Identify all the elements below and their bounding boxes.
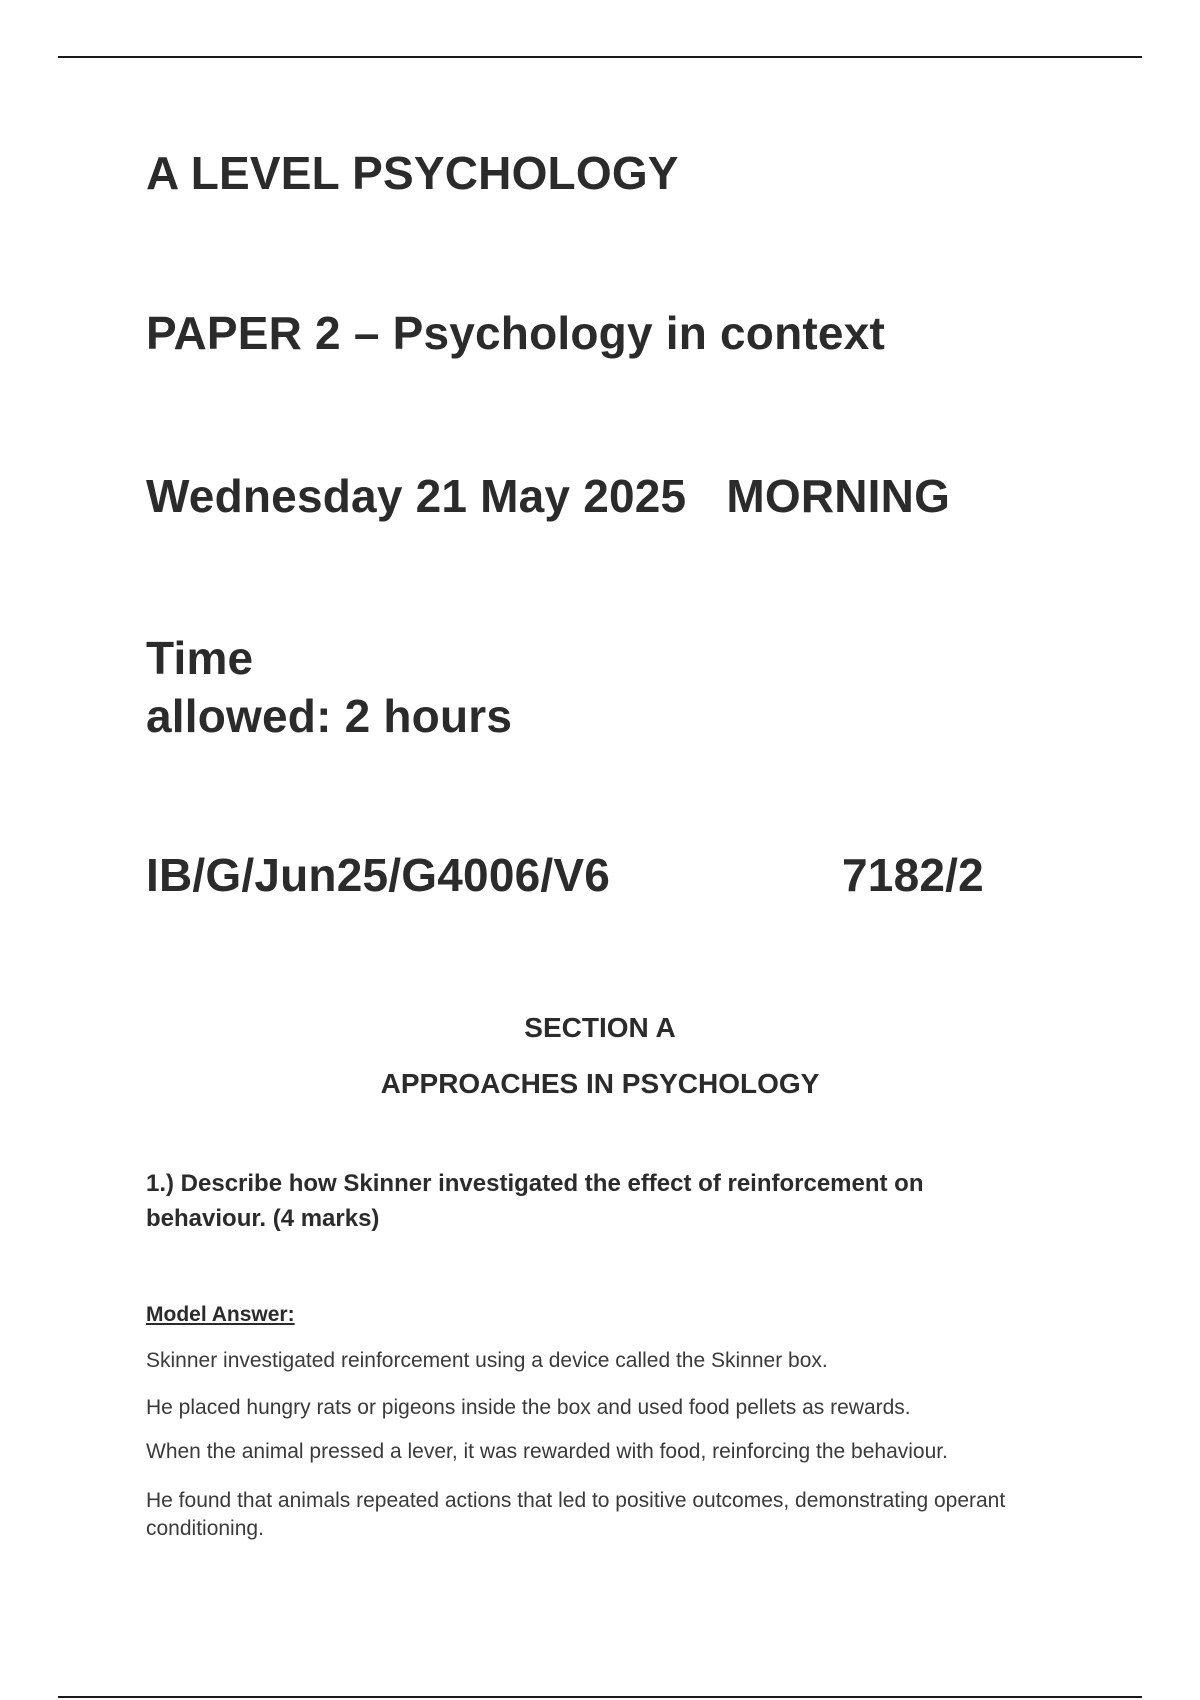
question-text: 1.) Describe how Skinner investigated the effect of reinforcement on behaviour. (4 marks) xyxy=(146,1170,924,1232)
answer-line: When the animal pressed a lever, it was rewarded with food, reinforcing the behaviour. xyxy=(146,1440,948,1463)
exam-session: MORNING xyxy=(726,470,951,522)
time-label: Time xyxy=(146,632,254,684)
paper-number: 7182/2 xyxy=(842,849,984,901)
time-allowed xyxy=(146,629,512,745)
answer-line: He placed hungry rats or pigeons inside the box and used food pellets as rewards. xyxy=(146,1396,911,1419)
section-label: SECTION A xyxy=(524,1012,676,1043)
model-answer-label: Model Answer: xyxy=(146,1303,295,1326)
top-rule xyxy=(58,56,1142,58)
section-title: APPROACHES IN PSYCHOLOGY xyxy=(380,1068,820,1099)
time-value: allowed: 2 hours xyxy=(146,690,513,742)
paper-codes xyxy=(146,846,984,904)
paper-title: PAPER 2 – Psychology in context xyxy=(146,307,885,359)
bottom-rule xyxy=(58,1696,1142,1698)
answer-line: He found that animals repeated actions that led to positive outcomes, demonstrating operant conditioning. xyxy=(146,1489,1006,1540)
qualification-title: A LEVEL PSYCHOLOGY xyxy=(146,147,679,199)
exam-date: Wednesday 21 May 2025 xyxy=(146,470,687,522)
answer-line: Skinner investigated reinforcement using a device called the Skinner box. xyxy=(146,1349,828,1372)
exam-date-line xyxy=(146,467,950,525)
paper-reference: IB/G/Jun25/G4006/V6 xyxy=(146,849,611,901)
